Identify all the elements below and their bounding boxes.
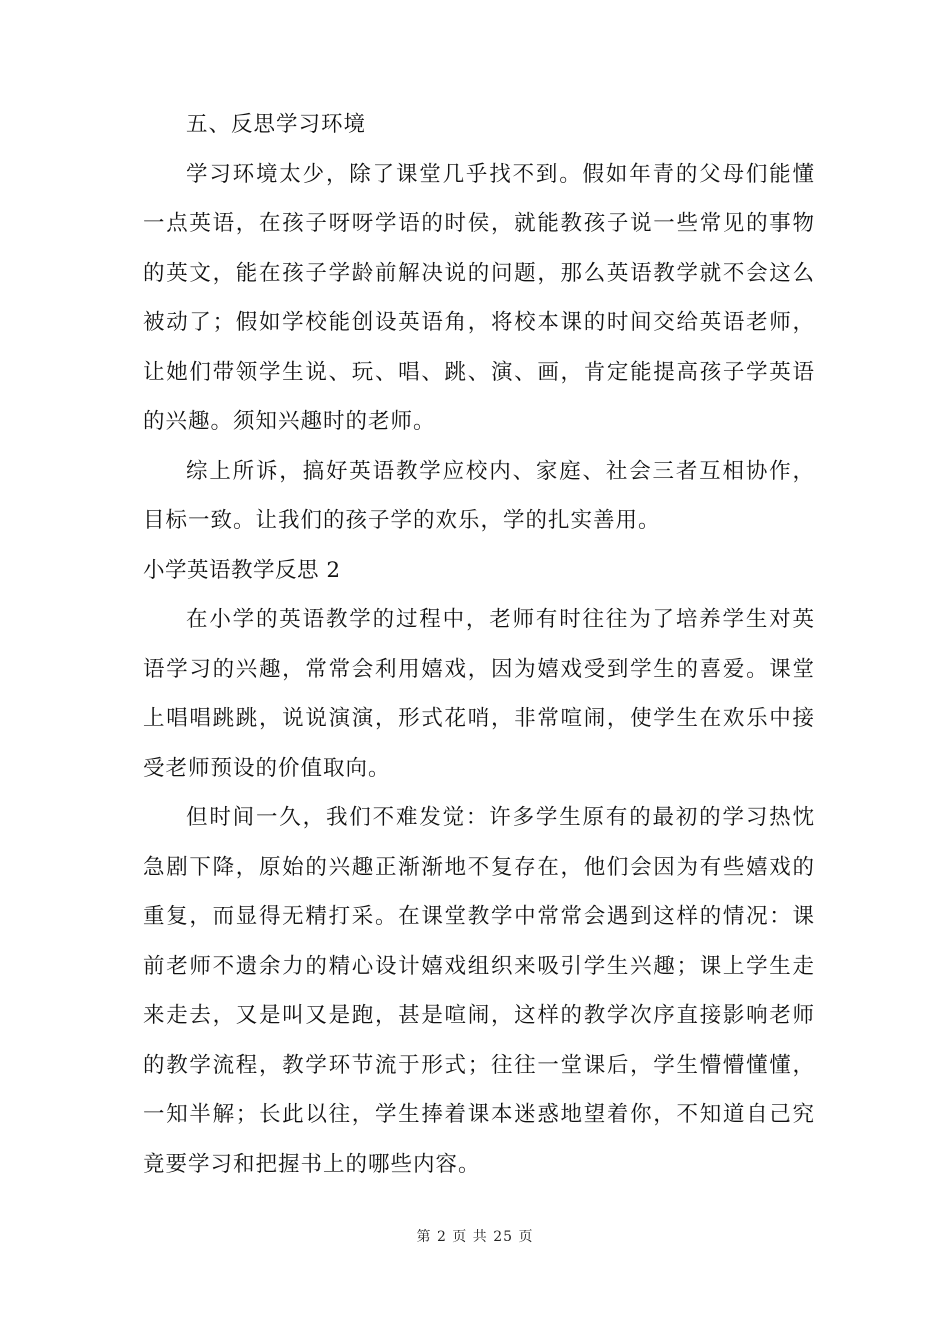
section-heading: 五、反思学习环境 <box>186 112 367 137</box>
body-paragraph: 学习环境太少，除了课堂几乎找不到。假如年青的父母们能懂一点英语，在孩子呀呀学语的时侯，就能教孩子说一些常见的事物的英文，能在孩子学龄前解决说的问题，那么英语教学就不会这么被动了；假如学校能创设英语角，将校本课的时间交给英语老师，让她们带领学生说、玩、唱、跳、演、画，肯定能提高孩子学英语的兴趣。须知兴趣时的老师。 <box>143 161 815 434</box>
body-paragraph: 在小学的英语教学的过程中，老师有时往往为了培养学生对英语学习的兴趣，常常会利用嬉戏，因为嬉戏受到学生的喜爱。课堂上唱唱跳跳，说说演演，形式花哨，非常喧闹，使学生在欢乐中接受老师预设的价值取向。 <box>143 607 815 781</box>
body-paragraph: 但时间一久，我们不难发觉：许多学生原有的最初的学习热忱急剧下降，原始的兴趣正渐渐地不复存在，他们会因为有些嬉戏的重复，而显得无精打采。在课堂教学中常常会遇到这样的情况：课前老师不遗余力的精心设计嬉戏组织来吸引学生兴趣；课上学生走来走去，又是叫又是跑，甚是喧闹，这样的教学次序直接影响老师的教学流程，教学环节流于形式；往往一堂课后，学生懵懵懂懂，一知半解；长此以往，学生捧着课本迷惑地望着你，不知道自己究竟要学习和把握书上的哪些内容。 <box>143 805 815 1177</box>
document-title: 小学英语教学反思 2 <box>143 557 341 583</box>
page-number-footer: 第 2 页 共 25 页 <box>416 1229 534 1245</box>
page-content <box>143 100 815 1189</box>
body-paragraph: 综上所诉，搞好英语教学应校内、家庭、社会三者互相协作，目标一致。让我们的孩子学的欢乐，学的扎实善用。 <box>143 458 815 533</box>
